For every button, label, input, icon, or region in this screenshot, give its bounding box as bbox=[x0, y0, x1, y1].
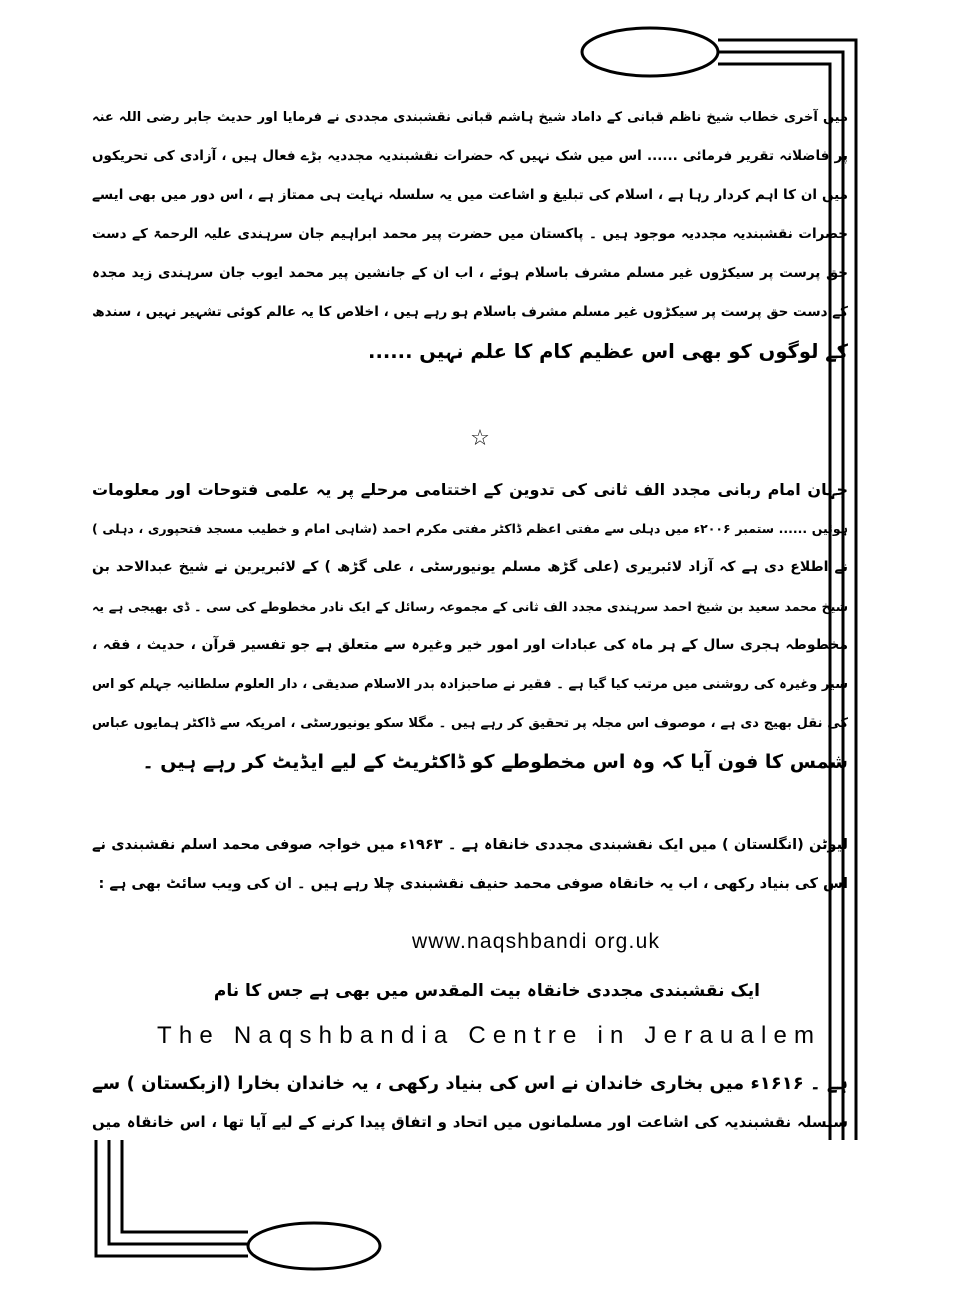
text-line: کے دست حق پرست پر سیکڑوں غیر مسلم مشرف باسلام ہو رہے ہیں ، اخلاص کا یہ عالم کوئی تشہیر نہیں ، سندھ bbox=[92, 304, 848, 320]
top-oval-ornament bbox=[582, 28, 718, 76]
text-line: مخطوطہ ہجری سال کے ہر ماہ کی عبادات اور امور خیر وغیرہ سے متعلق ہے جو تفسیر قرآن ، حدیث ، فقہ ، bbox=[92, 637, 848, 653]
text-line: سیر وغیرہ کی روشنی میں مرتب کیا گیا ہے ۔ فقیر نے صاحبزادہ بدر الاسلام صدیقی ، دار العلوم سلطانیہ جہلم کو اس bbox=[92, 677, 848, 692]
paragraph-1 bbox=[92, 98, 848, 371]
text-line: حضرات نقشبندیہ مجددیہ موجود ہیں ۔ پاکستان میں حضرت پیر محمد ابراہیم جان سرہندی علیہ الرحمۃ کے دست bbox=[92, 226, 848, 242]
text-line: میں آخری خطاب شیخ ناظم قبانی کے داماد شیخ ہاشم قبانی نقشبندی مجددی نے فرمایا اور حدیث جابر رضی اللہ عنہ bbox=[92, 110, 848, 125]
text-line: ایک نقشبندی مجددی خانقاہ بیت المقدس میں بھی ہے جس کا نام bbox=[213, 981, 760, 1001]
text-line: اس کی بنیاد رکھی ، اب یہ خانقاہ صوفی محمد حنیف نقشبندی چلا رہے ہیں ۔ ان کی ویب سائٹ بھی ہے : bbox=[98, 876, 848, 892]
text-line: حق پرست پر سیکڑوں غیر مسلم مشرف باسلام ہوئے ، اب ان کے جانشین پیر محمد ایوب جان سرہندی زید مجدہ bbox=[92, 265, 848, 281]
star-separator-icon: ☆ bbox=[470, 426, 490, 451]
centre-name-english: The Naqshbandia Centre in Jeraualem bbox=[157, 1022, 822, 1049]
text-line: ہے ۔ ۱۶۱۶ء میں بخاری خاندان نے اس کی بنیاد رکھی ، یہ خاندان بخارا (ازبکستان ) سے bbox=[92, 1073, 848, 1094]
paragraph-2 bbox=[92, 470, 848, 782]
paragraph-5 bbox=[92, 1064, 848, 1142]
website-url: www.naqshbandi org.uk bbox=[412, 930, 661, 953]
text-line: جہان امام ربانی مجدد الف ثانی کی تدوین کے اختتامی مرحلے پر یہ علمی فتوحات اور معلومات bbox=[92, 480, 848, 499]
text-line: ہوئیں ...... ستمبر ۲۰۰۶ء میں دہلی سے مفتی اعظم ڈاکٹر مفتی مکرم احمد (شاہی امام و خطیب مسجد فتحپوری ، دہلی ) bbox=[92, 521, 848, 536]
paragraph-3 bbox=[92, 826, 848, 904]
paragraph-4 bbox=[200, 972, 760, 1011]
text-line: میں ان کا اہم کردار رہا ہے ، اسلام کی تبلیغ و اشاعت میں یہ سلسلہ نہایت ہی ممتاز ہے ، اس دور میں بھی ایسے bbox=[92, 187, 848, 203]
text-line: کی نقل بھیج دی ہے ، موصوف اس مجلہ پر تحقیق کر رہے ہیں ۔ مگلا سکو یونیورسٹی ، امریکہ سے ڈاکٹر ہمایوں عباس bbox=[92, 716, 848, 731]
text-line: پر فاضلانہ تقریر فرمائی ...... اس میں شک نہیں کہ حضرات نقشبندیہ مجددیہ بڑے فعال ہیں ، آزادی کی تحریکوں bbox=[92, 148, 848, 164]
text-line: شیخ محمد سعید بن شیخ احمد سرہندی مجدد الف ثانی کے مجموعہ رسائل کے ایک نادر مخطوطے کی سی ۔ ڈی بھیجی ہے یہ bbox=[92, 599, 848, 614]
bottom-oval-ornament bbox=[248, 1223, 380, 1269]
text-line: شمس کا فون آیا کہ وہ اس مخطوطے کو ڈاکٹریٹ کے لیے ایڈیٹ کر رہے ہیں ۔ bbox=[142, 751, 848, 773]
text-line: لیوٹن (انگلستان ) میں ایک نقشبندی مجددی خانقاہ ہے ۔ ۱۹۶۳ء میں خواجہ صوفی محمد اسلم نقشبندی نے bbox=[92, 837, 848, 853]
text-line: کے لوگوں کو بھی اس عظیم کام کا علم نہیں ...... bbox=[368, 340, 848, 363]
text-line: سلسلہ نقشبندیہ کی اشاعت اور مسلمانوں میں اتحاد و اتفاق پیدا کرنے کے لیے آیا تھا ، اس خانقاہ میں bbox=[92, 1113, 848, 1131]
text-line: نے اطلاع دی ہے کہ آزاد لائبریری (علی گڑھ مسلم یونیورسٹی ، علی گڑھ ) کے لائبریرین نے شیخ عبدالاحد بن bbox=[92, 559, 848, 575]
